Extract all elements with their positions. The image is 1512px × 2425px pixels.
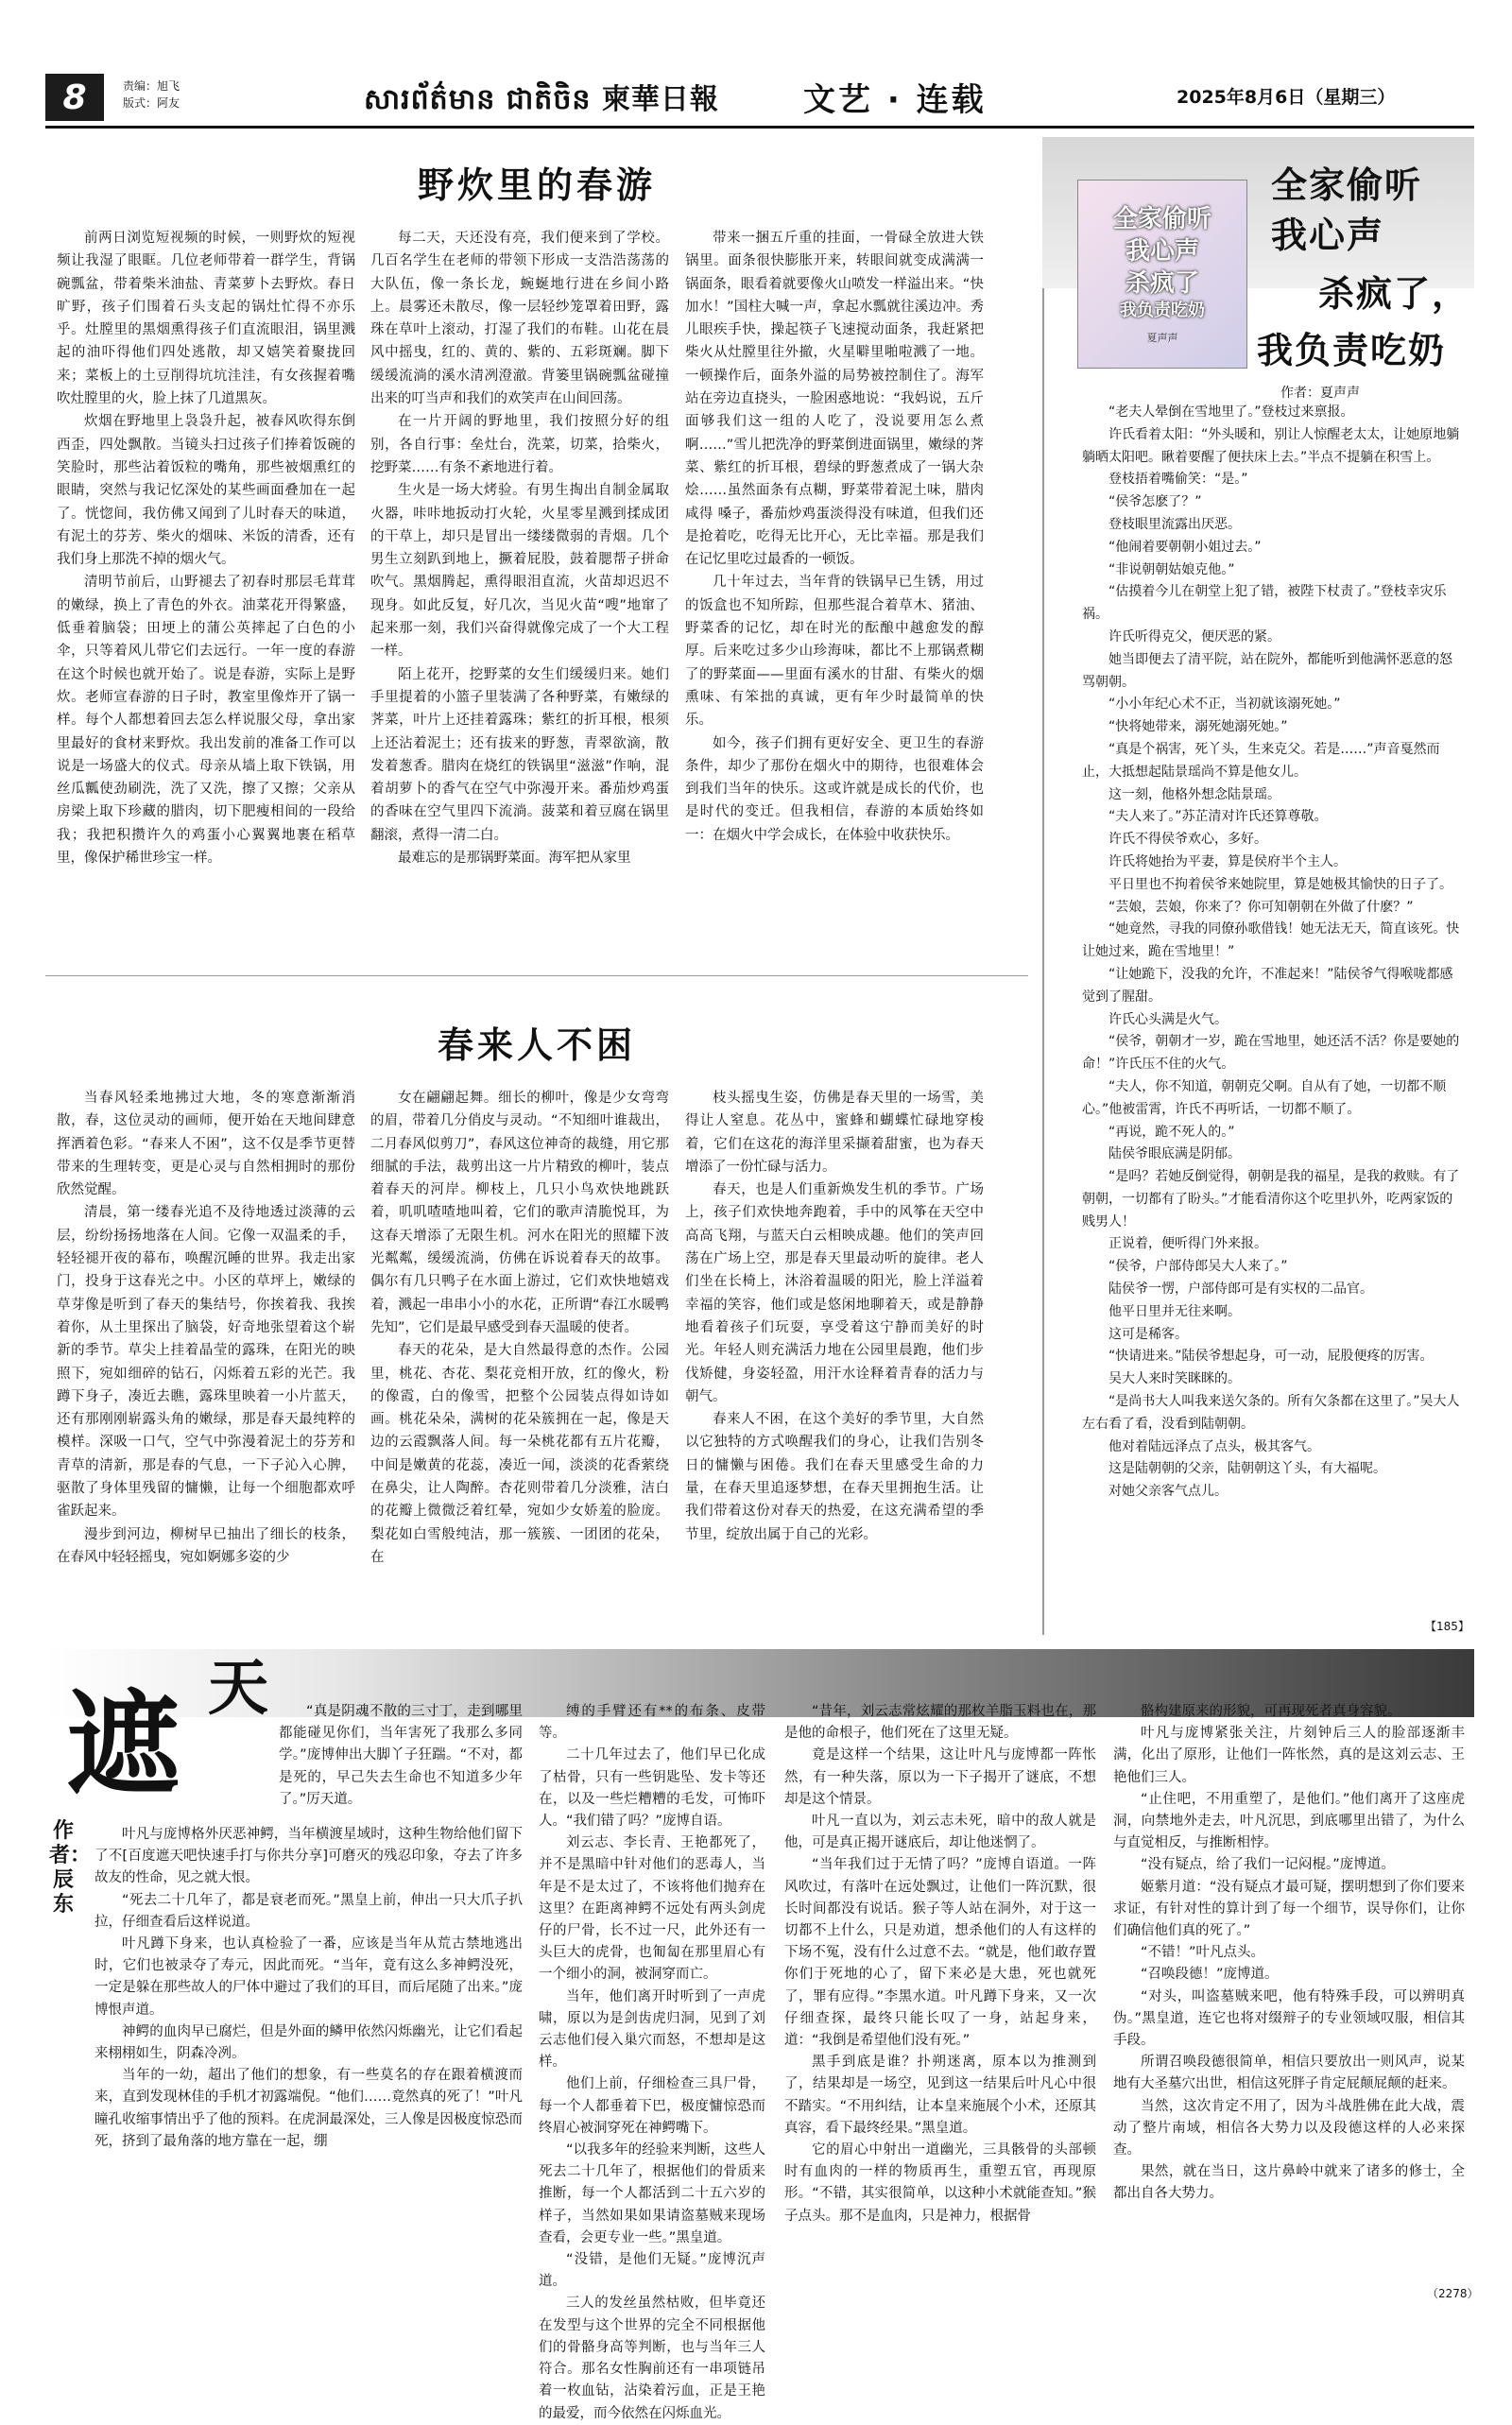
paragraph: 许氏看着太阳：“外头暖和，别让人惊醒老太太，让她原地躺躺晒太阳吧。瞅着要醒了便扶床上去。”半点不提躺在积雪上。 bbox=[1082, 426, 1460, 465]
paragraph: 每二天，天还没有亮，我们便来到了学校。几百名学生在老师的带领下形成一支浩浩荡荡的大队伍，像一条长龙，蜿蜒地行进在乡间小路上。晨雾还未散尽，像一层轻纱笼罩着田野，露珠在草叶上滚动，打湿了我们的布鞋。山花在晨风中摇曳，红的、黄的、紫的、五彩斑斓。脚下缓缓流淌的溪水清冽澄澈。背篓里锅碗瓢盆碰撞出来的叮当声和我们的欢笑声在山间回荡。 bbox=[370, 231, 669, 407]
paragraph: 她当即便去了清平院，站在院外，都能听到他满怀恶意的怒骂朝朝。 bbox=[1082, 651, 1452, 690]
paragraph: “止住吧，不用重塑了，是他们。”他们离开了这座虎洞，向禁地外走去，叶凡沉思，到底哪里出错了，为什么与直觉相反，与推断相悖。 bbox=[1113, 1791, 1465, 1851]
paragraph: “快请进来。”陆侯爷想起身，可一动，屁股便疼的厉害。 bbox=[1108, 1349, 1434, 1365]
editor-line: 责编：旭飞 bbox=[123, 79, 180, 93]
paragraph: 陌上花开，挖野菜的女生们缓缓归来。她们手里提着的小篮子里装满了各种野菜，有嫩绿的荠菜，叶片上还挂着露珠；紫红的折耳根，根须上还沾着泥土；还有拔来的野葱，青翠欲滴，散发着葱香。腊肉在烧红的铁锅里“滋滋”作响，混着胡萝卜的香气在空气中弥漫开来。番茄炒鸡蛋的香味在空气里四下流淌。菠菜和着豆腐在锅里翻滚，煮得一清二白。 bbox=[370, 666, 669, 843]
paragraph: 许氏不得侯爷欢心，多好。 bbox=[1108, 832, 1267, 848]
paragraph: “对头，叫盗墓贼来吧，他有特殊手段，可以辨明真伪。”黑皇道，连它也将对缀辩子的专业领域叹服，相信其手段。 bbox=[1113, 1988, 1465, 2049]
paragraph: “是尚书大人叫我来送欠条的。所有欠条都在这里了。”吴大人左右看了看，没看到陆朝朝。 bbox=[1082, 1394, 1460, 1432]
paragraph: 叶凡一直以为，刘云志未死，暗中的敌人就是他，可是真正揭开谜底后，却让他迷惘了。 bbox=[784, 1814, 1096, 1851]
article-title: 春来人不困 bbox=[437, 1023, 636, 1066]
paragraph: 平日里也不拘着侯爷来她院里，算是她极其愉快的日子了。 bbox=[1108, 876, 1452, 892]
serial-title-line: 杀疯了， bbox=[1318, 272, 1470, 315]
paragraph: “小小年纪心术不正，当初就该溺死她。” bbox=[1108, 697, 1341, 713]
serial-column bbox=[94, 1824, 523, 2278]
paragraph: 这可是稀客。 bbox=[1108, 1326, 1188, 1342]
paragraph: 春天，也是人们重新焕发生机的季节。广场上，孩子们欢快地奔跑着，手中的风筝在天空中高高飞翔，与蓝天白云相映成趣。他们的笑声回荡在广场上空，那是春天里最动听的旋律。老人们坐在长椅上，沐浴着温暖的阳光，脸上洋溢着幸福的笑容，他们或是悠闲地聊着天，或是静静地看着孩子们玩耍，享受着这宁静而美好的时光。年轻人则充满活力地在公园里晨跑，他们步伐矫健，身姿轻盈，用汗水诠释着青春的活力与朝气。 bbox=[685, 1182, 984, 1404]
book-cover-image bbox=[1077, 180, 1247, 369]
paragraph: 三人的发丝虽然枯败，但毕竟还在发型与这个世界的完全不同根据他们的骨骼身高等判断，也与当年三人符合。那名女性胸前还有一串项链吊着一枚血钻，沾染着污血，正是王艳的最爱，而今依然在闪烁血光。 bbox=[539, 2296, 765, 2421]
paragraph: 神鳄的血肉早已腐烂，但是外面的鳞甲依然闪烁幽光，让它们看起来栩栩如生，阴森冷冽。 bbox=[94, 2023, 523, 2062]
paragraph: “侯爷，朝朝才一岁，跪在雪地里，她还活不活？你是要她的命！”许氏压不住的火气。 bbox=[1082, 1034, 1460, 1073]
paragraph: 吴大人来时笑眯眯的。 bbox=[1108, 1371, 1241, 1387]
panel-border bbox=[1042, 137, 1044, 1635]
paragraph: 最难忘的是那锅野菜面。海军把从家里 bbox=[398, 851, 631, 867]
paragraph: 清明节前后，山野褪去了初春时那层毛茸茸的嫩绿，换上了青色的外衣。油菜花开得繁盛，低垂着脑袋；田埂上的蒲公英摔起了白色的小伞，只等着风儿带它们去远行。一年一度的春游在这个时候也就开始了。说是春游，实际上是野炊。老师宣春游的日子时，教室里像炸开了锅一样。每个人都想着回去怎么样说服父母，拿出家里最好的食材来野炊。我出发前的准备工作可以说是一场盛大的仪式。母亲从墙上取下铁锅，用丝瓜瓤使劲刷洗，洗了又洗，擦了又擦；父亲从房梁上取下珍藏的腊肉，切下肥瘦相间的一段给我；我把积攒许久的鸡蛋小心翼翼地裹在稻草里，像保护稀世珍宝一样。 bbox=[57, 575, 355, 867]
paragraph: 登枝眼里流露出厌恶。 bbox=[1108, 516, 1241, 532]
serial-title-line: 我负责吃奶 bbox=[1257, 329, 1447, 371]
paragraph: 漫步到河边，柳树早已抽出了细长的枝条，在春风中轻轻摇曳，宛如婀娜多姿的少 bbox=[57, 1526, 355, 1565]
paragraph: “是吗？若她反倒觉得，朝朝是我的福星，是我的救赎。有了朝朝，一切都有了盼头。”才能看清你这个吃里扒外，吃两家饭的贱男人！ bbox=[1082, 1169, 1460, 1230]
paragraph: 他对着陆远泽点了点头，极其客气。 bbox=[1108, 1438, 1320, 1454]
paragraph: 叶凡蹲下身来，也认真检验了一番，应该是当年从荒古禁地逃出时，它们也被录夺了寿元，因此而死。“当年，竟有这么多神鳄没死，一定是躲在那些故人的尸体中避过了我们的耳目，而后尾随了出来。”庞博恨声道。 bbox=[94, 1936, 523, 2018]
paragraph: “老夫人晕倒在雪地里了。”登枝过来禀报。 bbox=[1108, 404, 1354, 420]
cover-text: 我心声 bbox=[1125, 237, 1199, 266]
paragraph: 叶凡与庞博紧张关注，片刻钟后三人的脸部逐渐丰满，化出了原形，让他们一阵怅然，真的是这刘云志、王艳他们三人。 bbox=[1113, 1726, 1465, 1785]
paragraph: 姬紫月道：“没有疑点才最可疑，摆明想到了你们要来求证，有针对性的算计到了每一个细节，误导你们，让你们确信他们真的死了。” bbox=[1113, 1879, 1465, 1939]
cover-text: 全家偷听 bbox=[1112, 205, 1211, 233]
paragraph: “侯爷，户部侍郎吴大人来了。” bbox=[1108, 1259, 1288, 1275]
paragraph: 二十几年过去了，他们早已化成了枯骨，只有一些钥匙坠、发卡等还在，以及一些烂糟糟的毛发，可怖吓人。“我们错了吗？”庞博自语。 bbox=[539, 1747, 765, 1830]
paragraph: 黑手到底是谁？扑朔迷离，原本以为推测到了，结果却是一场空，见到这一结果后叶凡心中很不踏实。“不用纠结，让本皇来施展个小术，还原其真容，看下最终经果。”黑皇道。 bbox=[784, 2055, 1096, 2136]
paragraph: 他平日里并无往来啊。 bbox=[1108, 1303, 1241, 1319]
paragraph: “没错，是他们无疑。”庞博沉声道。 bbox=[539, 2252, 765, 2290]
paragraph: 许氏心头满是火气。 bbox=[1108, 1011, 1228, 1027]
paragraph: 它的眉心中射出一道幽光，三具骸骨的头部顿时有血肉的一样的物质再生，重塑五官，再现原形。“不错，其实很简单，以这种小术就能查知。”猴子点头。那不是血肉，只是神力，根据骨 bbox=[784, 2142, 1096, 2224]
serial-column bbox=[539, 1701, 765, 2421]
paragraph: “当年我们过于无情了吗？”庞博自语道。一阵风吹过，有落叶在远处飘过，让他们一阵沉默，很长时间都没有说话。猴子等人站在洞外，对于这一切都不上什么，只是劝道，想杀他们的人有这样的下场不冤，没有什么过意不去。“就是，他们敢存置你们于死地的心了，留下来必是大患，死也就死了，罪有应得。”李黑水道。叶凡蹲下身来，又一次仔细查探，最终只能长叹了一身，站起身来，道：“我倒是希望他们没有死。” bbox=[784, 1857, 1096, 2049]
episode-number: 【185】 bbox=[1425, 1620, 1469, 1633]
paragraph: 生火是一场大烤验。有男生掏出自制金属取火器，咔咔地扳动打火轮，火星零星溅到揉成团的干草上，却只是冒出一缕缕微弱的青烟。几个男生立刻趴到地上，撅着屁股，鼓着腮帮子拼命吹气。黑烟腾起，熏得眼泪直流，火苗却迟迟不现身。如此反复，好几次，当见火苗“嗖”地窜了起来那一刻，我们兴奋得就像完成了一个大工程一样。 bbox=[370, 483, 669, 660]
paragraph: 几十年过去，当年背的铁锅早已生锈，用过的饭盒也不知所踪，但那些混合着草木、猪油、野菜香的记忆，却在时光的酝酿中越愈发的醇厚。后来吃过多少山珍海味，都比不上那锅煮糊了的野菜面——里面有溪水的甘甜、有柴火的烟熏味、有笨拙的真诚，更有年少时最简单的快乐。 bbox=[685, 575, 984, 729]
paragraph: “死去二十几年了，都是衰老而死。”黑皇上前，伸出一只大爪子扒拉，仔细查看后这样说道。 bbox=[94, 1892, 523, 1930]
paragraph: 这一刻，他格外想念陆景瑶。 bbox=[1108, 786, 1280, 802]
article-title: 野炊里的春游 bbox=[417, 163, 656, 206]
paragraph: “芸娘，芸娘，你来了？你可知朝朝在外做了什麽？” bbox=[1108, 899, 1414, 915]
paragraph: 陆侯爷一愣，户部侍郎可是有实权的二品官。 bbox=[1108, 1281, 1373, 1298]
serial-title-big: 遮 bbox=[66, 1677, 180, 1811]
paragraph: “夫人，你不知道，朝朝克父啊。自从有了她，一切都不顺心。”他被雷霄，许氏不再听话，一切都不顺了。 bbox=[1082, 1078, 1447, 1117]
paragraph: 当然，这次肯定不用了，因为斗战胜佛在此大战，震动了整片南域，相信各大势力以及段德这样的人必来探查。 bbox=[1113, 2098, 1465, 2158]
paragraph: “召唤段德！”庞博道。 bbox=[1141, 1967, 1279, 1983]
paragraph: 陆侯爷眼底满是阴郁。 bbox=[1108, 1146, 1241, 1162]
paragraph: “侯爷怎麽了？” bbox=[1108, 494, 1202, 510]
paragraph: “估摸着今儿在朝堂上犯了错，被陛下杖责了。”登枝幸灾乐祸。 bbox=[1082, 584, 1447, 623]
layout-line: 版式：阿友 bbox=[123, 96, 180, 110]
paragraph: 许氏听得克父，便厌恶的紧。 bbox=[1108, 628, 1280, 645]
paragraph: “再说，跪不死人的。” bbox=[1108, 1124, 1235, 1140]
paragraph: “不错！”叶凡点头。 bbox=[1141, 1945, 1265, 1961]
divider bbox=[45, 975, 1028, 976]
serial-title-small: 天 bbox=[208, 1653, 268, 1724]
page-number: 8 bbox=[45, 74, 104, 121]
paragraph: 竟是这样一个结果，这让叶凡与庞博都一阵怅然，有一种失落，原以为一下子揭开了谜底，不想却是这个情景。 bbox=[784, 1747, 1096, 1807]
article-column bbox=[685, 1087, 984, 1635]
episode-number: （2278） bbox=[1427, 2287, 1479, 2300]
section-title: 文艺 · 连载 bbox=[803, 81, 987, 119]
paragraph: “真是个祸害，死丫头，生来克父。若是……”声音戛然而止，大抵想起陆景瑶尚不算是他女儿。 bbox=[1082, 741, 1440, 780]
paragraph: 骼构建原来的形貌，可再现死者真身容貌。 bbox=[1141, 1704, 1401, 1719]
cover-text: 杀疯了 bbox=[1125, 269, 1199, 298]
serial-text bbox=[1082, 402, 1465, 1616]
paragraph: “非说朝朝姑娘克他。” bbox=[1108, 561, 1235, 577]
article-column bbox=[370, 1087, 669, 1635]
paragraph: 当年的一幼，超出了他们的想象，有一些莫名的存在跟着横渡而来，直到发现林佳的手机才初露端倪。“他们……竟然真的死了！”叶凡瞳孔收缩事情出乎了他的预料。在虎洞最深处，三人像是因极度惊恐而死，挤到了最角落的地方靠在一起，绷 bbox=[94, 2068, 523, 2149]
paragraph: “让她跪下，没我的允许，不准起来！”陆侯爷气得喉咙都感觉到了腥甜。 bbox=[1082, 966, 1453, 1005]
paragraph: 登枝捂着嘴偷笑：“是。” bbox=[1108, 472, 1248, 488]
article-column bbox=[370, 227, 669, 959]
paragraph: 这是陆朝朝的父亲，陆朝朝这丫头，有大福呢。 bbox=[1108, 1461, 1386, 1477]
paragraph: 如今，孩子们拥有更好安全、更卫生的春游条件，却少了那份在烟火中的期待，也很难体会到我们当年的快乐。这或许就是成长的代价，也是时代的变迁。但我相信，春游的本质始终如一：在烟火中学会成长，在体验中收获快乐。 bbox=[685, 735, 984, 843]
paragraph: 许氏将她抬为平妻，算是侯府半个主人。 bbox=[1108, 853, 1347, 869]
paragraph: 叶凡与庞博格外厌恶神鳄，当年横渡星域时，这种生物给他们留下了不[百度遮天吧快速手打与你共分享]可磨灭的残忍印象，夺去了许多故友的性命，见之就大恨。 bbox=[94, 1827, 523, 1886]
paragraph: 果然，就在当日，这片鼻岭中就来了诸多的修士，全都出自各大势力。 bbox=[1113, 2164, 1465, 2202]
article-column bbox=[57, 1087, 355, 1635]
paragraph: 正说着，便听得门外来报。 bbox=[1108, 1236, 1267, 1252]
paragraph: 对她父亲客气点儿。 bbox=[1108, 1484, 1228, 1500]
serial-author: 作者：夏声声 bbox=[1280, 386, 1360, 401]
paragraph: “夫人来了。”苏芷清对许氏还算尊敬。 bbox=[1108, 809, 1328, 825]
paragraph: 当春风轻柔地拂过大地，冬的寒意渐渐消散，春，这位灵动的画师，便开始在天地间肆意挥洒着色彩。“春来人不困”，这不仅是季节更替带来的生理转变，更是心灵与自然相拥时的那份欣然觉醒。 bbox=[57, 1091, 355, 1198]
serial-title-line: 全家偷听 bbox=[1271, 163, 1423, 206]
editor-credits bbox=[123, 77, 180, 112]
paragraph: “他闹着要朝朝小姐过去。” bbox=[1108, 539, 1262, 555]
paragraph: 刘云志、李长青、王艳都死了，并不是黑暗中针对他们的恶毒人，当年是不是太过了，不该将他们抛弃在这里？在距离神鳄不远处有两头剑虎仔的尸骨，长不过一尺，此外还有一头巨大的虎骨，也匍匐在那里眉心有一个细小的洞，被洞穿而亡。 bbox=[539, 1835, 765, 1983]
cover-text: 我负责吃奶 bbox=[1120, 301, 1205, 320]
serial-author-vertical: 作者：辰东 bbox=[49, 1819, 92, 1917]
paragraph: 清晨，第一缕春光追不及待地透过淡薄的云层，纷纷扬扬地落在人间。它像一双温柔的手，轻轻褪开夜的幕布，唤醒沉睡的世界。我走出家门，投身于这春光之中。小区的草坪上，嫩绿的草芽像是听到了春天的集结号，你挨着我、我挨着你，从土里探出了脑袋，好奇地张望着这个崭新的季节。草尖上挂着晶莹的露珠，在阳光的映照下，宛如细碎的钻石，闪烁着五彩的光芒。我蹲下身子，凑近去瞧，露珠里映着一小片蓝天，还有那刚刚崭露头角的嫩绿，那是春天最纯粹的模样。深吸一口气，空气中弥漫着泥土的芬芳和青草的清新，那是春的气息，一下子沁入心脾，驱散了身体里残留的慵懒，让每一个细胞都欢呼雀跃起来。 bbox=[57, 1205, 355, 1520]
paragraph: 带来一捆五斤重的挂面，一骨碌全放进大铁锅里。面条很快膨胀开来，转眼间就变成满满一锅面条，眼看着就要像火山喷发一样溢出来。“快加水！”国柱大喊一声，拿起水瓢就往溪边冲。秀儿眼疾手快，操起筷子飞速搅动面条，我赶紧把柴火从灶膛里往外撤，火星噼里啪啦溅了一地。一顿操作后，面条外溢的局势被控制住了。海军站在旁边直挠头，一脸困惑地说：“我妈说，五斤面够我们这一组的人吃了，没说要用怎么煮啊……”雪儿把洗净的野菜倒进面锅里，嫩绿的荠菜、紫红的折耳根，碧绿的野葱煮成了一锅大杂烩……虽然面条有点糊，野菜带着泥土味，腊肉咸得 嗓子，番茄炒鸡蛋淡得没有味道，但我们还是抢着吃，吃得无比开心，无比幸福。那是我们在记忆里吃过最香的一顿饭。 bbox=[685, 231, 984, 568]
paragraph: “快将她带来，溺死她溺死她。” bbox=[1108, 719, 1288, 735]
paragraph: 在一片开阔的野地里，我们按照分好的组别，各自行事：垒灶台，洗菜，切菜，拾柴火，挖野菜……有条不紊地进行着。 bbox=[370, 414, 669, 475]
paragraph: 春来人不困，在这个美好的季节里，大自然以它独特的方式唤醒我们的身心，让我们告别冬日的慵懒与困倦。我们在春天里感受生命的力量，在春天里追逐梦想，在春天里拥抱生活。让我们带着这份对春天的热爱，在这充满希望的季节里，绽放出属于自己的光彩。 bbox=[685, 1412, 984, 1542]
paragraph: 前两日浏览短视频的时候，一则野炊的短视频让我湿了眼眶。几位老师带着一群学生，背锅碗瓢盆，带着柴米油盐、青菜萝卜去野炊。春日旷野，孩子们围着石头支起的锅灶忙得不亦乐乎。灶膛里的黑烟熏得孩子们直流眼泪，锅里溅起的油吓得他们四处逃散，却又嬉笑着聚拢回来；菜板上的土豆削得坑坑洼洼，有女孩握着嘴吹灶膛里的火，脸上抹了几道黑灰。 bbox=[57, 231, 355, 407]
masthead: សារព័ត៌មាន ជាតិ​ចិន 柬華日報 bbox=[364, 83, 719, 116]
article-column bbox=[685, 227, 984, 959]
paragraph: “真是阴魂不散的三寸丁，走到哪里都能碰见你们，当年害死了我那么多同学。”庞博伸出大脚丫子狂踹。“不对，都是死的，早己失去生命也不知道多少年了。”厉天道。 bbox=[279, 1704, 523, 1807]
paragraph: 当年，他们离开时听到了一声虎啸，原以为是剑齿虎归洞，见到了刘云志他们侵入巢穴而怒，不想却是这样。 bbox=[539, 1988, 765, 2071]
paragraph: 女在翩翩起舞。细长的柳叶，像是少女弯弯的眉，带着几分俏皮与灵动。“不知细叶谁裁出，二月春风似剪刀”，春风这位神奇的裁缝，用它那细腻的手法，裁剪出这一片片精致的柳叶，装点着春天的河岸。柳枝上，几只小鸟欢快地跳跃着，叽叽喳喳地叫着，它们的歌声清脆悦耳，为这春天增添了无限生机。河水在阳光的照耀下波光粼粼，缓缓流淌，仿佛在诉说着春天的故事。偶尔有几只鸭子在水面上游过，它们欢快地嬉戏着，溅起一串串小小的水花，正所谓“春江水暖鸭先知”，它们是最早感受到春天温暖的使者。 bbox=[370, 1091, 669, 1335]
issue-date: 2025年8月6日（星期三） bbox=[1177, 87, 1396, 108]
serial-column bbox=[1113, 1701, 1465, 2278]
paragraph: “她竟然，寻我的同僚孙歌借钱！她无法无天，简直该死。快让她过来，跪在雪地里！” bbox=[1082, 921, 1460, 960]
paragraph: 缚的手臂还有**的布条、皮带等。 bbox=[539, 1704, 765, 1742]
paragraph: 所谓召唤段德很简单，相信只要放出一则风声，说某地有大圣墓穴出世，相信这死胖子肯定屁颠屁颠的赶来。 bbox=[1113, 2055, 1465, 2092]
serial-title-line: 我心声 bbox=[1271, 214, 1385, 256]
paragraph: “以我多年的经验来判断，这些人死去二十几年了，根据他们的骨质来推断，每一个人都活到二十五六岁的样子，当然如果如果请盗墓贼来现场查看，会更专业一些。”黑皇道。 bbox=[539, 2142, 765, 2245]
paragraph: 春天的花朵，是大自然最得意的杰作。公园里，桃花、杏花、梨花竞相开放，红的像火，粉的像霞，白的像雪，把整个公园装点得如诗如画。桃花朵朵，满树的花朵簇拥在一起，像是天边的云霞飘落人间。每一朵桃花都有五片花瓣，中间是嫩黄的花蕊，凑近一闻，淡淡的花香萦绕在鼻尖，让人陶醉。杏花则带着几分淡雅，洁白的花瓣上微微泛着红晕，宛如少女娇羞的脸庞。梨花如白雪般纯洁，那一簇簇、一团团的花朵，在 bbox=[370, 1343, 669, 1565]
serial-column bbox=[279, 1701, 523, 1824]
header-rule bbox=[45, 126, 1474, 129]
paragraph: “没有疑点，给了我们一记闷棍。”庞博道。 bbox=[1141, 1857, 1395, 1873]
paragraph: 枝头摇曳生姿，仿佛是春天里的一场雪，美得让人窒息。花丛中，蜜蜂和蝴蝶忙碌地穿梭着，它们在这花的海洋里采撷着甜蜜，也为春天增添了一份忙碌与活力。 bbox=[685, 1091, 984, 1175]
serial-column bbox=[784, 1701, 1096, 2278]
article-column bbox=[57, 227, 355, 959]
cover-author: 夏声声 bbox=[1146, 332, 1178, 344]
paragraph: 炊烟在野地里上袅袅升起，被春风吹得东倒西歪，四处飘散。当镜头扫过孩子们捧着饭碗的笑脸时，那些沾着饭粒的嘴角，那些被烟熏红的眼睛，突然与我记忆深处的某些画面叠加在一起了。恍惚间，我仿佛又闻到了儿时春天的味道，有泥土的芬芳、柴火的烟味、米饭的清香，还有我们身上那洗不掉的烟火气。 bbox=[57, 414, 355, 568]
paragraph: “昔年，刘云志常炫耀的那枚羊脂玉料也在，那是他的命根子，他们死在了这里无疑。 bbox=[784, 1704, 1096, 1742]
paragraph: 他们上前，仔细检查三具尸骨，每一个人都垂着下巴，极度慵惊恐而终眉心被洞穿死在神鳄嘴下。 bbox=[539, 2076, 765, 2136]
